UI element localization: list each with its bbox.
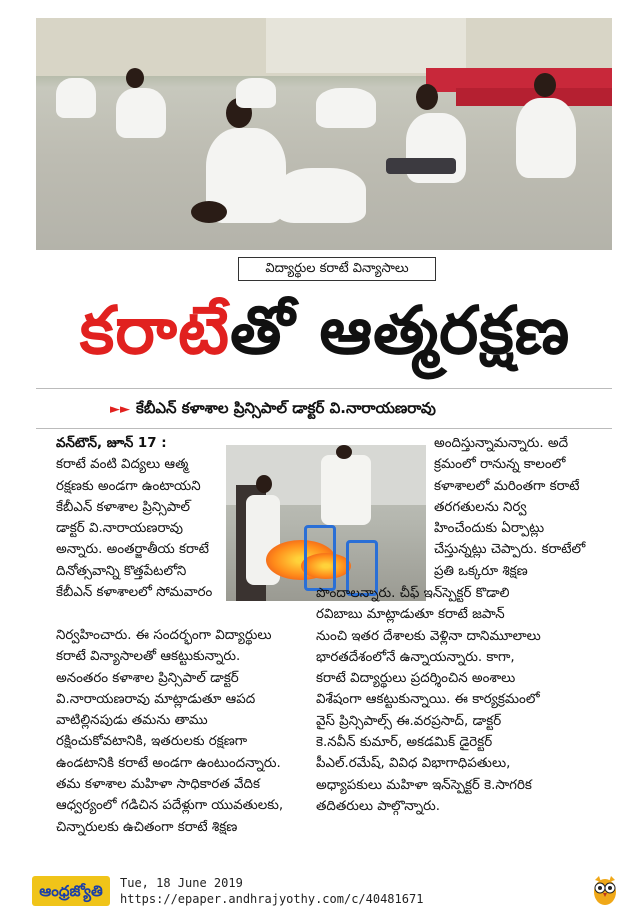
article-column-2-wide xyxy=(316,583,612,817)
body-line: విశేషంగా ఆకట్టుకున్నాయి. ఈ కార్యక్రమంలో xyxy=(316,692,540,708)
article-column-2 xyxy=(434,433,612,582)
body-line: క్రమంలో రానున్న కాలంలో xyxy=(434,457,566,473)
body-line: పొందాలన్నారు. చీఫ్ ఇన్‌స్పెక్టర్ కొడాలి xyxy=(316,586,510,601)
subheadline-text: కేబీఎన్ కళాశాల ప్రిన్సిపాల్ డాక్టర్ వి.నారాయణరావు xyxy=(136,399,436,417)
body-line: కరాటే వంటి విద్యలు ఆత్మ xyxy=(56,457,189,473)
karate-fire-stunt-photo xyxy=(226,445,426,601)
headline-red-part: కరాటే xyxy=(79,292,230,369)
body-line: కళాశాలలో మరింతగా కరాటే xyxy=(434,478,580,494)
body-line: తరగతులను నిర్వ xyxy=(434,499,527,515)
photo-kicker-label: విద్యార్థుల కరాటే విన్యాసాలు xyxy=(238,257,436,281)
body-line: తమ కళాశాల మహిళా సాధికారత వేదిక xyxy=(56,777,260,793)
body-line: ఆధ్వర్యంలో గడిచిన పదేళ్లుగా యువతులకు, xyxy=(56,798,284,814)
body-line: దినోత్సవాన్ని కొత్తపేటలోని xyxy=(56,563,187,579)
subheadline xyxy=(110,397,610,421)
body-line: నిర్వహించారు. ఈ సందర్భంగా విద్యార్థులు xyxy=(56,628,272,643)
body-line: రక్షించుకోవటానికి, ఇతరులకు రక్షణగా xyxy=(56,734,248,750)
body-line: అందిస్తున్నామన్నారు. అదే xyxy=(434,436,569,451)
headline xyxy=(40,288,610,374)
body-line: కరాటే విన్యాసాలతో ఆకట్టుకున్నారు. xyxy=(56,649,241,665)
body-line: పీఎల్.రమేష్, వివిధ విభాగాధిపతులు, xyxy=(316,756,511,772)
body-line: కేబీఎన్ కళాశాల ప్రిన్సిపాల్ xyxy=(56,499,190,515)
owl-icon xyxy=(592,874,618,906)
body-line: నుంచి ఇతర దేశాలకు వెళ్లినా దానిమూలాలు xyxy=(316,628,541,644)
body-line: చిన్నారులకు ఉచితంగా కరాటే శిక్షణ xyxy=(56,819,238,835)
andhrajyothy-logo[interactable]: ఆంధ్రజ్యోతి xyxy=(32,876,110,906)
body-line: తదితరులు పాల్గొన్నారు. xyxy=(316,798,440,814)
body-line: అధ్యాపకులు మహిళా ఇన్‌స్పెక్టర్ కె.సాగరిక xyxy=(316,777,532,793)
body-line: భారతదేశంలోనే ఉన్నాయన్నారు. కాగా, xyxy=(316,649,515,665)
body-line: ఉండటానికి కరాటే అండగా ఉంటుందన్నారు. xyxy=(56,755,281,771)
body-line: కె.నవీన్ కుమార్, అకడమిక్ డైరెక్టర్ xyxy=(316,735,493,751)
body-line: రవిబాబు మాట్లాడుతూ కరాటే జపాన్ xyxy=(316,607,505,623)
article-column-1 xyxy=(56,433,222,603)
body-line: రక్షణకు అండగా ఉంటాయని xyxy=(56,478,201,494)
body-line: వైస్ ప్రిన్సిపాల్స్ ఈ.వరప్రసాద్, డాక్టర్ xyxy=(316,713,502,729)
body-line: హించేందుకు ఏర్పాట్లు xyxy=(434,521,545,537)
body-line: అనంతరం కళాశాల ప్రిన్సిపాల్ డాక్టర్ xyxy=(56,670,239,686)
body-line: వి.నారాయణరావు మాట్లాడుతూ ఆపద xyxy=(56,691,256,707)
karate-demo-photo xyxy=(36,18,612,250)
dateline: వన్‌టౌన్, జూన్ 17 : xyxy=(56,436,167,451)
body-line: వాటిల్లినపుడు తమను తాము xyxy=(56,713,208,729)
body-line: డాక్టర్ వి.నారాయణరావు xyxy=(56,521,183,537)
body-line: ప్రతి ఒక్కరూ శిక్షణ xyxy=(434,563,528,579)
body-line: కేబీఎన్ కళాశాలలో సోమవారం xyxy=(56,585,213,601)
article-url-link[interactable]: https://epaper.andhrajyothy.com/c/40481671 xyxy=(120,892,424,906)
body-line: అన్నారు. అంతర్జాతీయ కరాటే xyxy=(56,542,209,558)
body-line: కరాటే విద్యార్థులు ప్రదర్శించిన అంశాలు xyxy=(316,671,516,687)
edition-date: Tue, 18 June 2019 xyxy=(120,876,243,890)
headline-black-part: తో ఆత్మరక్షణ xyxy=(229,292,571,369)
double-chevron-right-icon: ►► xyxy=(110,402,130,417)
body-line: చేస్తున్నట్లు చెప్పారు. కరాటేలో xyxy=(434,542,586,558)
